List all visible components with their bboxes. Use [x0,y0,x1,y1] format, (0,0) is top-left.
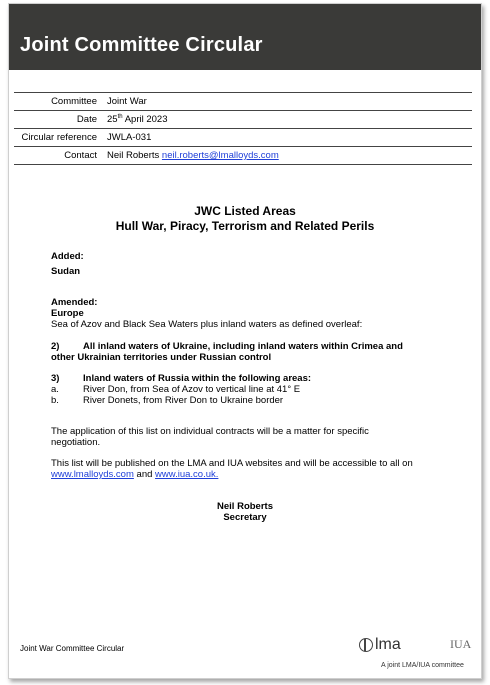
contact-label: Contact [64,150,97,161]
signatory-title: Secretary [223,512,267,523]
committee-label: Committee [51,96,97,107]
application-line1: The application of this list on individual contracts will be a matter for specific [51,426,369,437]
lma-website-link[interactable]: www.lmalloyds.com [51,469,134,480]
added-label: Added: [51,251,84,262]
item3a-number: a. [51,384,59,395]
svg-text:IUA: IUA [450,637,472,651]
iua-website-link[interactable]: www.iua.co.uk. [155,469,219,480]
globe-icon [359,638,373,652]
table-row [14,111,472,129]
section-heading: JWC Listed Areas [194,204,296,218]
item3b-number: b. [51,395,59,406]
amended-region: Europe [51,308,84,319]
reference-value: JWLA-031 [107,132,152,143]
iua-logo [449,630,472,656]
item2-line1: All inland waters of Ukraine, including inland waters within Crimea and [83,341,403,352]
table-row [14,129,472,147]
document-title: Joint Committee Circular [20,34,263,56]
application-line2: negotiation. [51,437,101,448]
date-label: Date [76,114,97,125]
item3-text: Inland waters of Russia within the following areas: [83,373,312,384]
signatory-name: Neil Roberts [217,501,273,512]
committee-value: Joint War [107,96,147,107]
table-row [14,93,472,111]
publish-line1: This list will be published on the LMA and IUA websites and will be accessible to all on [51,458,413,469]
document-page [8,3,482,679]
footer-committee-note: A joint LMA/IUA committee [381,662,464,669]
section-subheading: Hull War, Piracy, Terrorism and Related Perils [115,219,375,233]
circular-details-table [14,92,472,165]
item3-number: 3) [51,373,60,384]
table-row [14,147,472,165]
lma-logo: lma [359,636,401,654]
reference-label: Circular reference [21,132,97,143]
contact-email-link[interactable]: neil.roberts@lmalloyds.com [161,150,279,161]
header-banner [9,4,481,70]
footer-text: Joint War Committee Circular [20,644,125,653]
publish-line2: www.lmalloyds.com and www.iua.co.uk. [51,469,219,480]
item2-line2: other Ukrainian territories under Russian control [51,352,272,363]
amended-text: Sea of Azov and Black Sea Waters plus inland waters as defined overleaf: [51,319,363,330]
item3b-text: River Donets, from River Don to Ukraine border [83,395,284,406]
item2-number: 2) [51,341,60,352]
item3a-text: River Don, from Sea of Azov to vertical line at 41° E [83,384,301,395]
added-value: Sudan [51,266,81,277]
contact-value [106,147,472,165]
date-value: 25th April 2023 [107,113,168,125]
amended-label: Amended: [51,297,98,308]
contact-name: Neil Roberts [107,150,160,161]
